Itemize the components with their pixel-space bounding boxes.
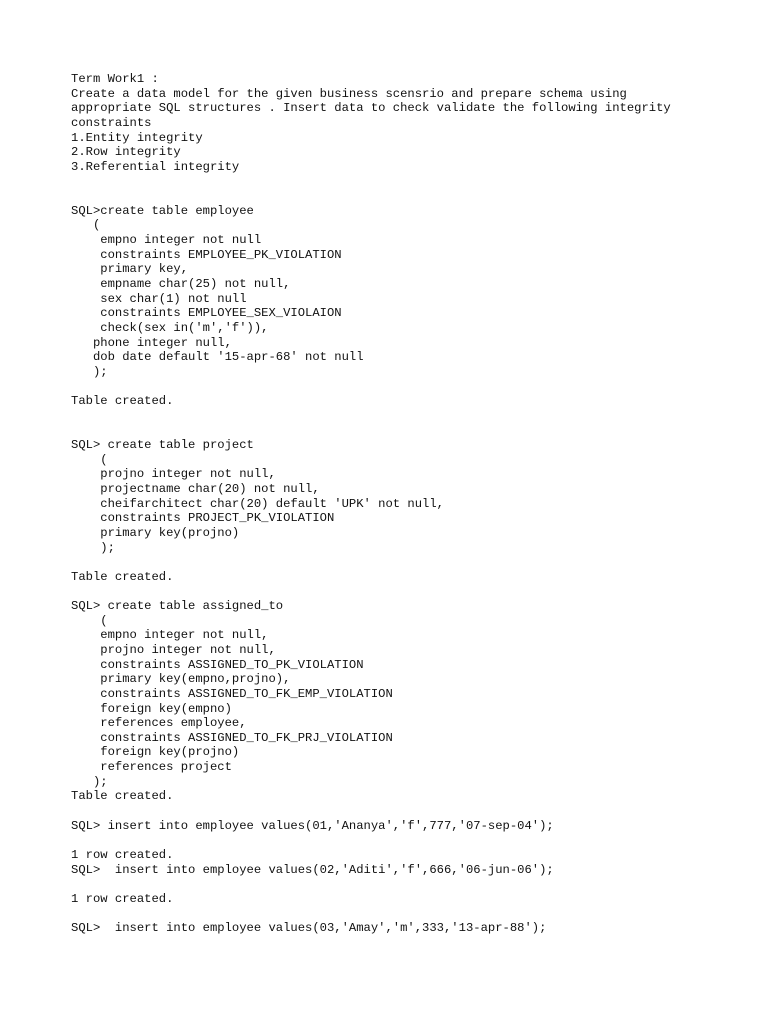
text-line: ( xyxy=(71,452,108,467)
text-line: primary key, xyxy=(71,262,189,277)
text-line: constraints PROJECT_PK_VIOLATION xyxy=(71,511,335,526)
text-line: SQL> create table assigned_to xyxy=(71,599,284,614)
text-line: 3.Referential integrity xyxy=(71,159,240,174)
document-page xyxy=(71,72,761,936)
text-line: constraints EMPLOYEE_SEX_VIOLAION xyxy=(71,306,342,321)
text-line: SQL> create table project xyxy=(71,438,254,453)
text-line: projno integer not null, xyxy=(71,642,276,657)
text-line xyxy=(71,877,761,892)
text-line: SQL> insert into employee values(01,'Ananya','f',777,'07-sep-04'); xyxy=(71,818,554,833)
text-line: primary key(empno,projno), xyxy=(71,672,291,687)
text-line: constraints ASSIGNED_TO_FK_EMP_VIOLATION xyxy=(71,686,393,701)
text-line: empname char(25) not null, xyxy=(71,276,291,291)
text-line: 2.Row integrity xyxy=(71,145,181,160)
text-line: Term Work1 : xyxy=(71,72,159,86)
text-line: SQL>create table employee xyxy=(71,203,254,218)
text-line: appropriate SQL structures . Insert data to check validate the following integrity xyxy=(71,101,671,116)
text-line: Table created. xyxy=(71,394,174,409)
text-line xyxy=(71,584,761,599)
text-line: primary key(projno) xyxy=(71,525,240,540)
text-line: SQL> insert into employee values(03,'Amay','m',333,'13-apr-88'); xyxy=(71,921,547,936)
text-line: ); xyxy=(71,364,108,379)
text-line xyxy=(71,379,761,394)
text-line xyxy=(71,804,761,819)
text-line: empno integer not null xyxy=(71,233,262,248)
text-line: dob date default '15-apr-68' not null xyxy=(71,350,364,365)
text-line: constraints ASSIGNED_TO_PK_VIOLATION xyxy=(71,657,364,672)
text-line: foreign key(empno) xyxy=(71,701,232,716)
text-line: 1 row created. xyxy=(71,891,174,906)
text-line: phone integer null, xyxy=(71,335,232,350)
text-line xyxy=(71,555,761,570)
text-line xyxy=(71,423,761,438)
text-line: Table created. xyxy=(71,569,174,584)
text-line: constraints xyxy=(71,115,152,130)
text-line: constraints EMPLOYEE_PK_VIOLATION xyxy=(71,247,342,262)
text-line xyxy=(71,833,761,848)
text-line: SQL> insert into employee values(02,'Aditi','f',666,'06-jun-06'); xyxy=(71,862,554,877)
text-line: Table created. xyxy=(71,789,174,804)
text-line xyxy=(71,409,761,424)
text-line: projectname char(20) not null, xyxy=(71,481,320,496)
text-line: check(sex in('m','f')), xyxy=(71,320,269,335)
text-line: ( xyxy=(71,613,108,628)
text-line: references employee, xyxy=(71,716,247,731)
text-line: Create a data model for the given business scensrio and prepare schema using xyxy=(71,86,627,101)
text-line: 1.Entity integrity xyxy=(71,130,203,145)
text-line: references project xyxy=(71,760,232,775)
text-line: sex char(1) not null xyxy=(71,291,247,306)
text-line: 1 row created. xyxy=(71,847,174,862)
text-line: cheifarchitect char(20) default 'UPK' not null, xyxy=(71,496,444,511)
text-line: ); xyxy=(71,540,115,555)
text-line xyxy=(71,174,761,189)
text-line: ); xyxy=(71,774,108,789)
text-line: constraints ASSIGNED_TO_FK_PRJ_VIOLATION xyxy=(71,730,393,745)
text-line xyxy=(71,907,761,922)
text-line: empno integer not null, xyxy=(71,628,269,643)
text-line xyxy=(71,189,761,204)
text-line: foreign key(projno) xyxy=(71,745,240,760)
text-line: projno integer not null, xyxy=(71,467,276,482)
text-line: ( xyxy=(71,218,101,233)
